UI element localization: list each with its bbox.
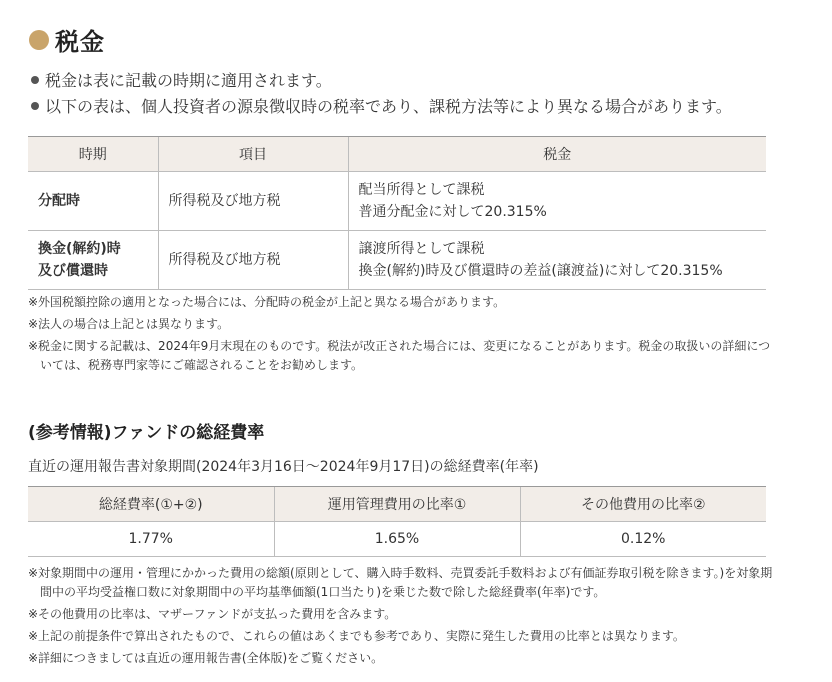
bullet-icon bbox=[31, 76, 39, 84]
header-period: 時期 bbox=[28, 137, 158, 172]
header-tax: 税金 bbox=[348, 137, 766, 172]
tax-table bbox=[28, 136, 766, 290]
tax-line: 配当所得として課税 bbox=[358, 182, 485, 198]
fee-table bbox=[28, 486, 766, 557]
tax-line: 換金(解約)時及び償還時の差益(譲渡益)に対して20.315% bbox=[358, 263, 723, 279]
item-cell: 所得税及び地方税 bbox=[158, 172, 348, 231]
heading-dot-icon bbox=[29, 30, 49, 50]
other-fee-value: 0.12% bbox=[520, 522, 766, 557]
fee-section-title: (参考情報)ファンドの総経費率 bbox=[28, 423, 265, 443]
note: ※対象期間中の運用・管理にかかった費用の総額(原則として、購入時手数料、売買委託手数料および有価証券取引税を除きます。)を対象期間中の平均受益権口数に対象期間中の平均基準価額(1口当たり)を乗じた数で除した総経費率(年率)です。 bbox=[28, 566, 773, 599]
tax-cell bbox=[348, 172, 766, 231]
note: ※その他費用の比率は、マザーファンドが支払った費用を含みます。 bbox=[28, 607, 397, 621]
note: ※法人の場合は上記とは異なります。 bbox=[28, 317, 230, 331]
bullet-item: 税金は表に記載の時期に適用されます。 bbox=[31, 68, 821, 94]
note: ※上記の前提条件で算出されたもので、これらの値はあくまでも参考であり、実際に発生した費用の比率とは異なります。 bbox=[28, 629, 685, 643]
header-other-fee: その他費用の比率② bbox=[520, 487, 766, 522]
bullet-icon bbox=[31, 102, 39, 110]
management-fee-value: 1.65% bbox=[274, 522, 520, 557]
period-line: 換金(解約)時 bbox=[38, 241, 121, 257]
period-cell bbox=[28, 231, 158, 290]
period-line: 及び償還時 bbox=[38, 263, 108, 279]
tax-notes bbox=[28, 293, 778, 378]
header-management-fee: 運用管理費用の比率① bbox=[274, 487, 520, 522]
table-row bbox=[28, 522, 766, 557]
bullet-item: 以下の表は、個人投資者の源泉徴収時の税率であり、課税方法等により異なる場合があります。 bbox=[31, 94, 821, 120]
bullet-list bbox=[31, 68, 821, 120]
table-row bbox=[28, 231, 766, 290]
fee-period-text: 直近の運用報告書対象期間(2024年3月16日～2024年9月17日)の総経費率(年率) bbox=[28, 459, 539, 475]
header-item: 項目 bbox=[158, 137, 348, 172]
section-heading bbox=[29, 22, 105, 57]
tax-cell bbox=[348, 231, 766, 290]
table-row bbox=[28, 172, 766, 231]
note: ※詳細につきましては直近の運用報告書(全体版)をご覧ください。 bbox=[28, 651, 384, 665]
tax-line: 普通分配金に対して20.315% bbox=[358, 204, 547, 220]
note: ※税金に関する記載は、2024年9月末現在のものです。税法が改正された場合には、変更になることがあります。税金の取扱いの詳細については、税務専門家等にご確認されることをお勧めします。 bbox=[28, 339, 771, 372]
note: ※外国税額控除の適用となった場合には、分配時の税金が上記と異なる場合があります。 bbox=[28, 295, 506, 309]
tax-line: 譲渡所得として課税 bbox=[358, 241, 485, 257]
header-total-expense: 総経費率(①+②) bbox=[28, 487, 274, 522]
fee-notes bbox=[28, 564, 778, 671]
total-expense-value: 1.77% bbox=[28, 522, 274, 557]
period-cell: 分配時 bbox=[28, 172, 158, 231]
item-cell: 所得税及び地方税 bbox=[158, 231, 348, 290]
page-title: 税金 bbox=[55, 28, 105, 56]
